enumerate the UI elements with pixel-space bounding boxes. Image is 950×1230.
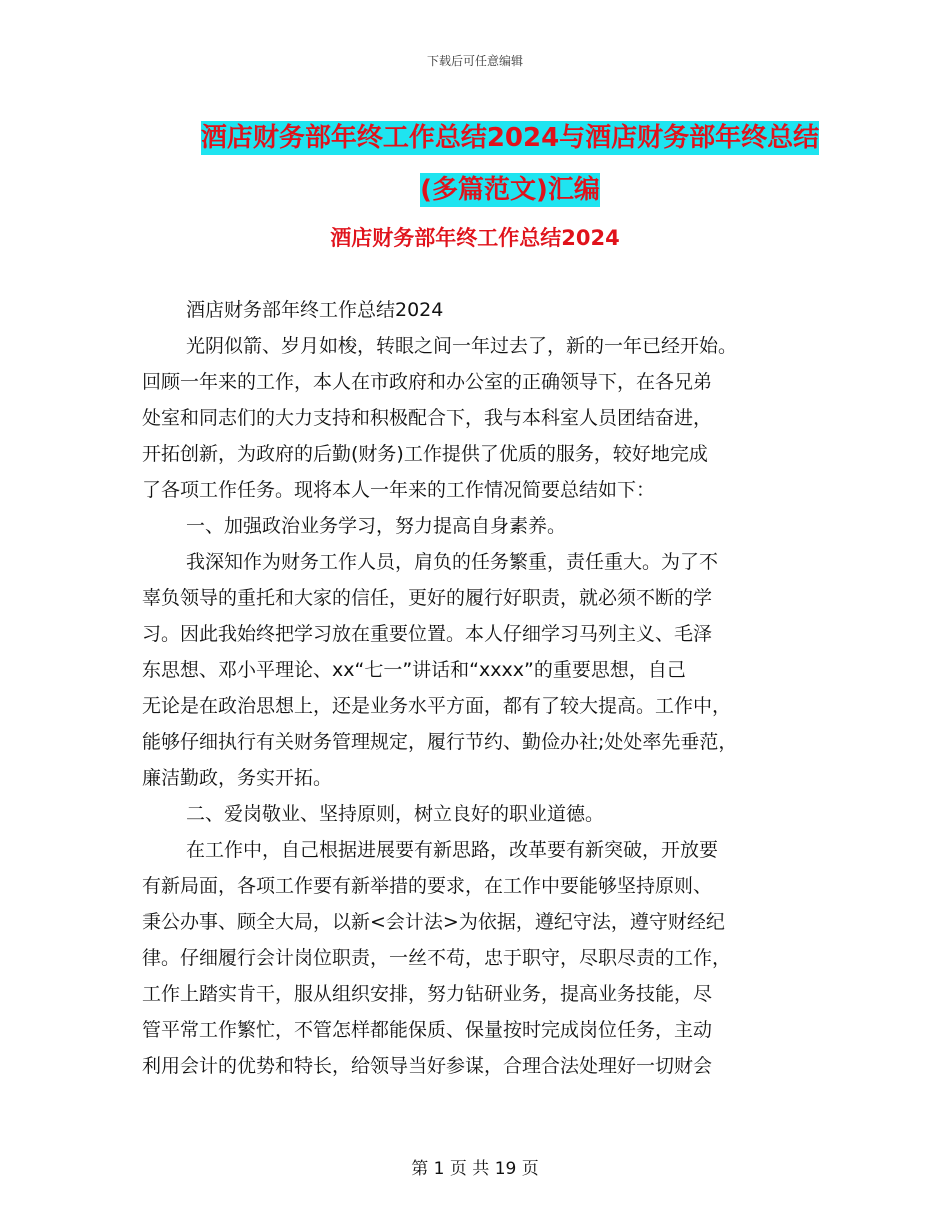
paragraph-line: 有新局面，各项工作要有新举措的要求，在工作中要能够坚持原则、 [142, 875, 713, 897]
paragraph-line: 东思想、邓小平理论、xx“七一”讲话和“xxxx”的重要思想，自己 [142, 659, 686, 681]
paragraph-line: 光阴似箭、岁月如梭，转眼之间一年过去了，新的一年已经开始。 [186, 335, 738, 357]
paragraph-line: 无论是在政治思想上，还是业务水平方面，都有了较大提高。工作中， [142, 695, 732, 717]
paragraph-line: 利用会计的优势和特长，给领导当好参谋，合理合法处理好一切财会 [142, 1055, 713, 1077]
paragraph-line: 开拓创新，为政府的后勤(财务)工作提供了优质的服务，较好地完成 [142, 443, 708, 465]
paragraph-line: 秉公办事、顾全大局，以新<会计法>为依据，遵纪守法，遵守财经纪 [142, 911, 725, 933]
paragraph-line: 了各项工作任务。现将本人一年来的工作情况简要总结如下： [142, 479, 656, 501]
section-title: 酒店财务部年终工作总结2024 [330, 226, 620, 250]
title-line-2: (多篇范文)汇编 [420, 175, 600, 205]
paragraph-line: 能够仔细执行有关财务管理规定，履行节约、勤俭办社;处处率先垂范， [142, 731, 738, 753]
paragraph-line: 酒店财务部年终工作总结2024 [186, 299, 444, 321]
heading-line: 一、加强政治业务学习，努力提高自身素养。 [186, 515, 567, 537]
heading-line: 二、爱岗敬业、坚持原则，树立良好的职业道德。 [186, 803, 605, 825]
paragraph-line: 习。因此我始终把学习放在重要位置。本人仔细学习马列主义、毛泽 [142, 623, 713, 645]
document-title [140, 112, 880, 216]
paragraph-line: 在工作中，自己根据进展要有新思路，改革要有新突破，开放要 [186, 839, 719, 861]
paragraph-line: 律。仔细履行会计岗位职责，一丝不苟，忠于职守，尽职尽责的工作， [142, 947, 732, 969]
paragraph-line: 辜负领导的重托和大家的信任，更好的履行好职责，就必须不断的学 [142, 587, 713, 609]
paragraph-line: 我深知作为财务工作人员，肩负的任务繁重，责任重大。为了不 [186, 551, 719, 573]
body-text [142, 292, 822, 1084]
paragraph-line: 处室和同志们的大力支持和积极配合下，我与本科室人员团结奋进， [142, 407, 713, 429]
paragraph-line: 回顾一年来的工作，本人在市政府和办公室的正确领导下，在各兄弟 [142, 371, 713, 393]
page-footer: 第 1 页 共 19 页 [411, 1159, 539, 1179]
title-line-1: 酒店财务部年终工作总结2024与酒店财务部年终总结 [200, 123, 820, 153]
paragraph-line: 廉洁勤政，务实开拓。 [142, 767, 333, 789]
paragraph-line: 管平常工作繁忙，不管怎样都能保质、保量按时完成岗位任务，主动 [142, 1019, 713, 1041]
header-note: 下载后可任意编辑 [426, 54, 523, 68]
paragraph-line: 工作上踏实肯干，服从组织安排，努力钻研业务，提高业务技能，尽 [142, 983, 713, 1005]
